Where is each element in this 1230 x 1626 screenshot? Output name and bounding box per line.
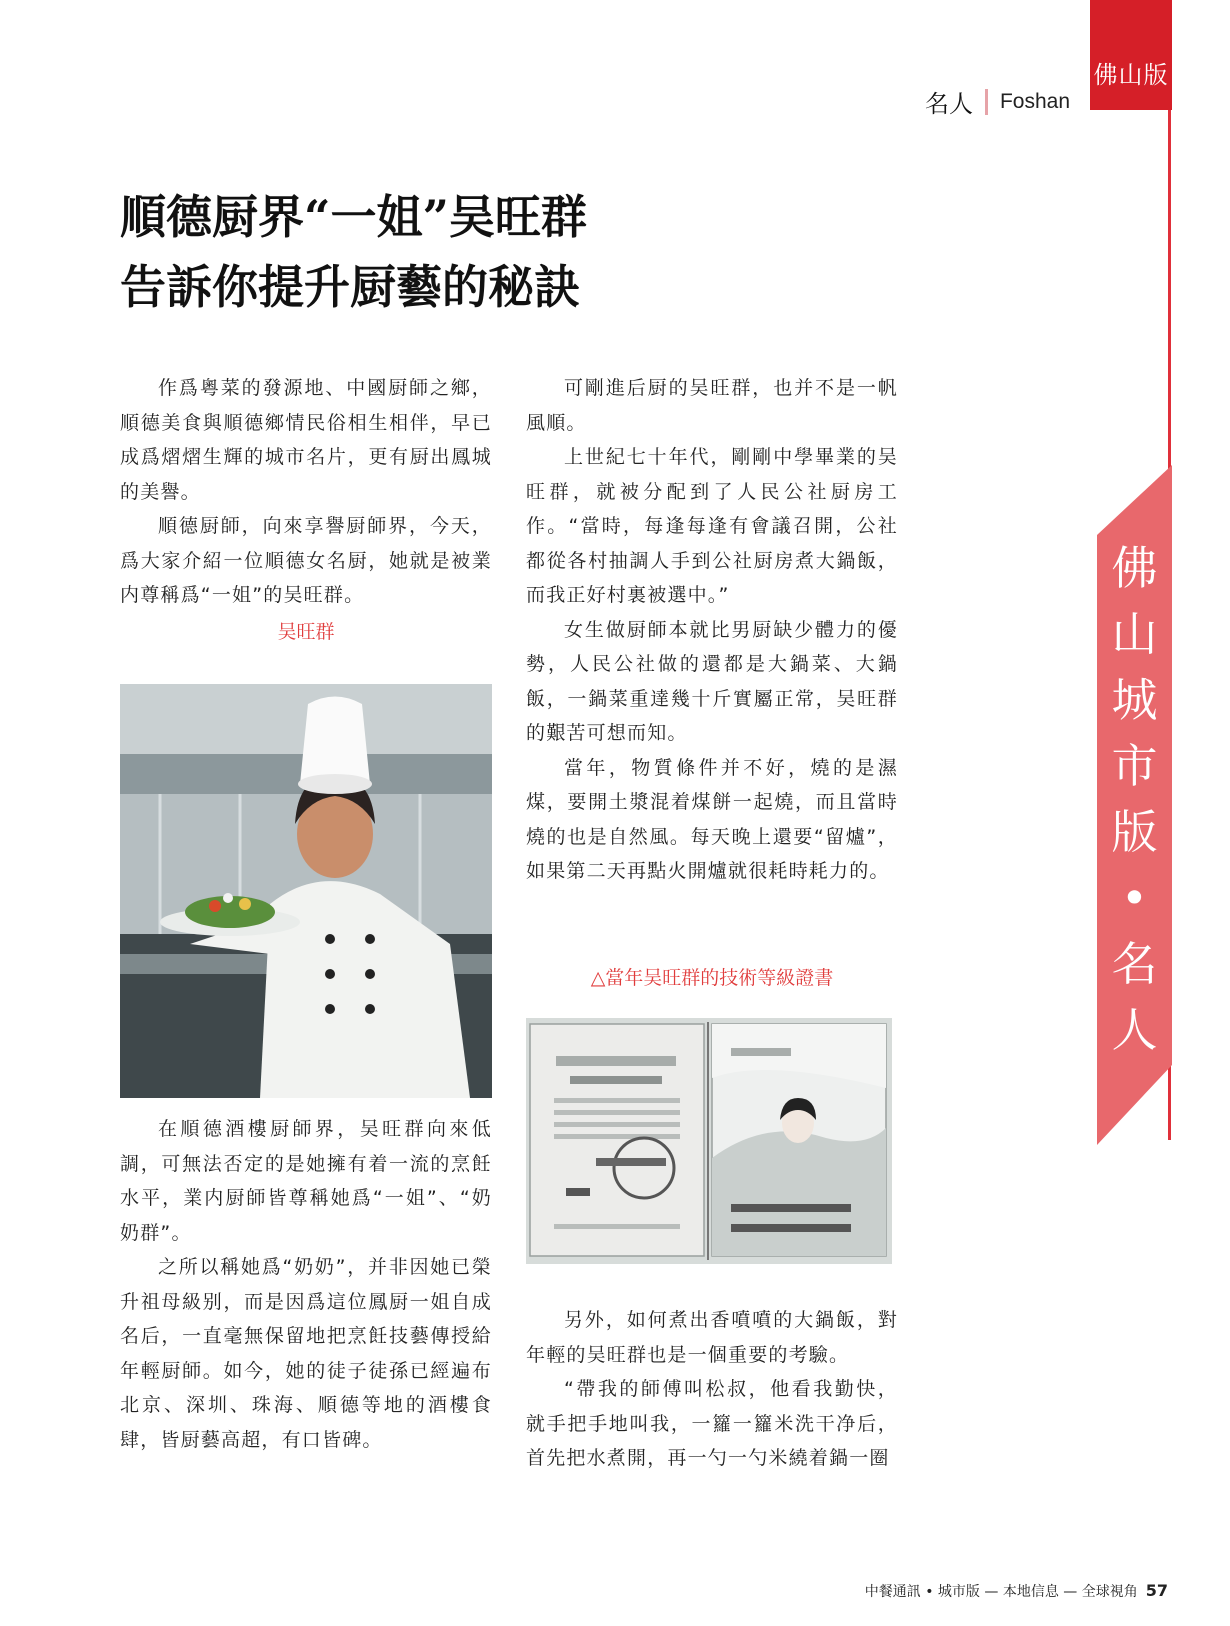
page-header <box>925 84 1070 119</box>
paragraph: 上世紀七十年代，剛剛中學畢業的吴旺群，就被分配到了人民公社厨房工作。“當時，每逢每逢有會議召開，公社都從各村抽調人手到公社厨房煮大鍋飯，而我正好村裏被選中。” <box>526 446 898 606</box>
section-label: 名人 <box>924 90 973 118</box>
paragraph: 當年，物質條件并不好，燒的是濕煤，要開土漿混着煤餅一起燒，而且當時燒的也是自然風。每天晚上還要“留爐”，如果第二天再點火開爐就很耗時耗力的。 <box>526 756 898 882</box>
left-column-continued <box>120 1112 492 1457</box>
edition-tab-label: 佛山版 <box>1093 61 1169 89</box>
right-column-continued <box>526 1303 898 1476</box>
section-label-en: Foshan <box>999 89 1070 113</box>
paragraph: “帶我的師傅叫松叔，他看我勤快，就手把手地叫我，一籮一籮米洗干净后，首先把水煮開，再一勺一勺米繞着鍋一圈 <box>526 1378 898 1469</box>
side-char: 名 <box>1111 937 1158 991</box>
certificate-photo <box>526 1018 892 1264</box>
paragraph: 可剛進后厨的吴旺群，也并不是一帆風順。 <box>526 377 898 434</box>
side-char: • <box>1120 871 1149 925</box>
paragraph: 順德厨師，向來享譽厨師界，今天，爲大家介紹一位順德女名厨，她就是被業内尊稱爲“一姐”的吴旺群。 <box>120 515 492 606</box>
footer-text: 中餐通訊 • 城市版 — 本地信息 — 全球視角 <box>864 1584 1138 1600</box>
page-footer <box>865 1581 1168 1601</box>
certificate-caption: △當年吴旺群的技術等級證書 <box>590 967 834 989</box>
paragraph: 另外，如何煮出香噴噴的大鍋飯，對年輕的吴旺群也是一個重要的考驗。 <box>526 1309 898 1366</box>
page-number: 57 <box>1145 1581 1168 1600</box>
side-char: 市 <box>1111 739 1158 793</box>
paragraph: 之所以稱她爲“奶奶”，并非因她已榮升祖母級别，而是因爲這位鳳厨一姐自成名后，一直毫無保留地把烹飪技藝傳授給年輕厨師。如今，她的徒子徒孫已經遍布北京、深圳、珠海、順德等地的酒樓食肆，皆厨藝高超，有口皆碑。 <box>120 1256 492 1451</box>
side-char: 佛 <box>1111 541 1158 595</box>
side-char: 城 <box>1111 673 1158 727</box>
side-char: 版 <box>1111 805 1158 859</box>
photo-caption: 吴旺群 <box>277 621 335 643</box>
paragraph: 女生做厨師本就比男厨缺少體力的優勢，人民公社做的還都是大鍋菜、大鍋飯，一鍋菜重達幾十斤實屬正常，吴旺群的艱苦可想而知。 <box>526 618 898 744</box>
paragraph: 作爲粵菜的發源地、中國厨師之鄉，順德美食與順德鄉情民俗相生相伴，早已成爲熠熠生輝的城市名片，更有厨出鳳城的美譽。 <box>120 377 492 503</box>
header-divider <box>985 89 988 115</box>
article-title <box>120 182 880 322</box>
right-column-main <box>526 371 898 889</box>
title-line-2: 告訴你提升厨藝的秘訣 <box>120 260 580 314</box>
side-banner-text <box>1097 535 1172 1063</box>
title-line-1: 順德厨界“一姐”吴旺群 <box>120 190 587 244</box>
chef-photo <box>120 684 492 1098</box>
edition-tab <box>1090 0 1172 110</box>
side-char: 山 <box>1111 607 1158 661</box>
left-column-intro <box>120 371 492 613</box>
paragraph: 在順德酒樓厨師界，吴旺群向來低調，可無法否定的是她擁有着一流的烹飪水平，業内厨師皆尊稱她爲“一姐”、“奶奶群”。 <box>120 1118 492 1244</box>
side-char: 人 <box>1111 1003 1158 1057</box>
